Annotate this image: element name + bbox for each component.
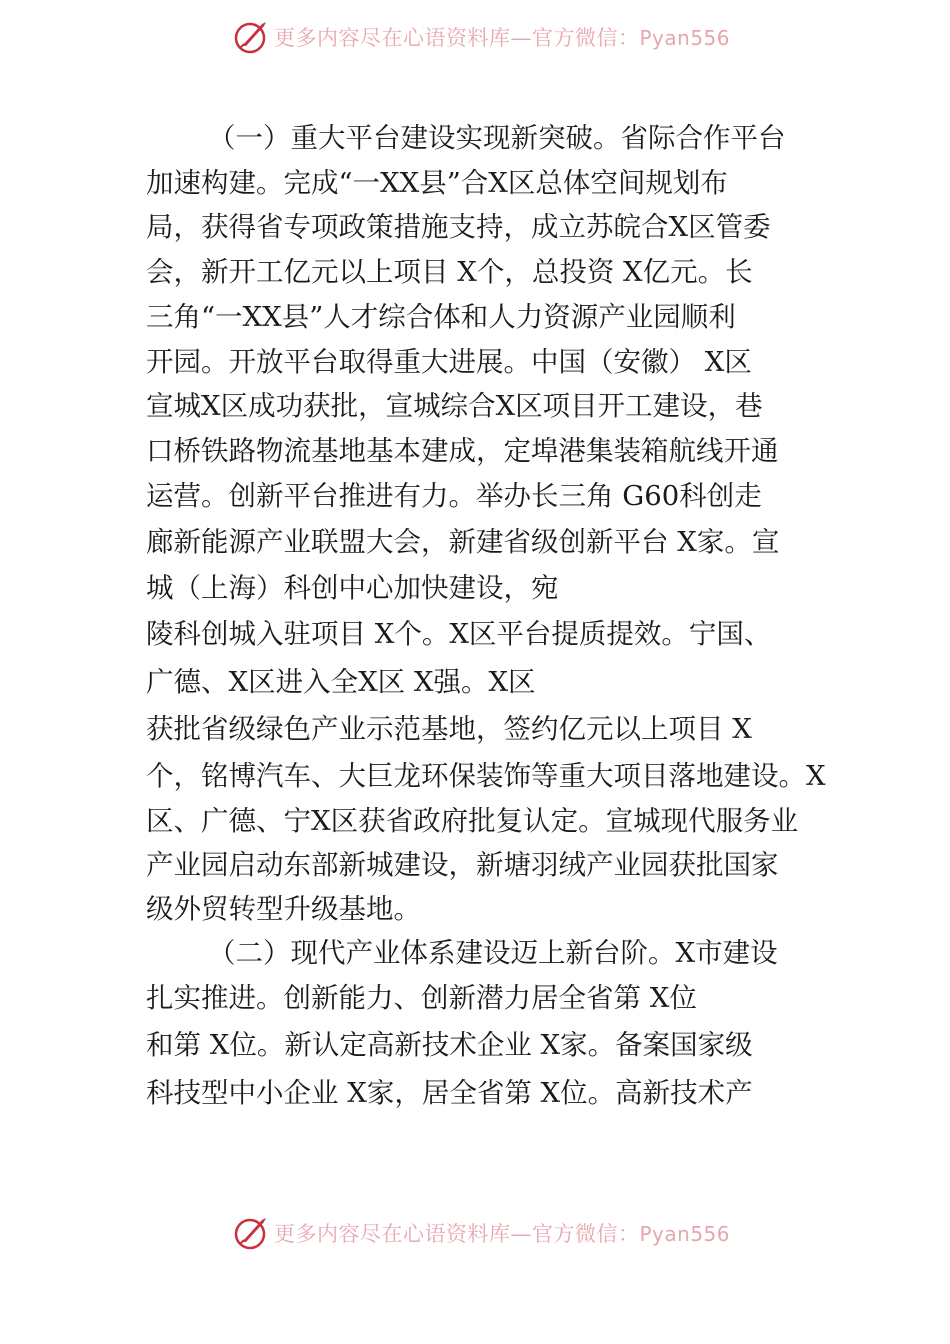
paragraph-line: 产业园启动东部新城建设，新塘羽绒产业园获批国家 [146,849,779,881]
paragraph-line: 开园。开放平台取得重大进展。中国（安徽） X区 [146,346,752,378]
watermark-text: 更多内容尽在心语资料库—官方微信：Pyan556 [274,1222,731,1246]
paragraph-line: 宣城X区成功获批，宣城综合X区项目开工建设，巷 [146,390,763,422]
paragraph-line: 获批省级绿色产业示范基地，签约亿元以上项目 X [146,713,752,745]
paragraph-line: 局，获得省专项政策措施支持，成立苏皖合X区管委 [146,211,771,243]
quill-logo-icon [232,16,272,56]
paragraph-line: （二）现代产业体系建设迈上新台阶。X市建设 [208,937,778,969]
paragraph-line: 和第 X位。新认定高新技术企业 X家。备案国家级 [146,1029,753,1061]
paragraph-line: 科技型中小企业 X家，居全省第 X位。高新技术产 [146,1077,753,1109]
paragraph-line: 陵科创城入驻项目 X个。X区平台提质提效。宁国、 [146,618,772,650]
paragraph-line: 级外贸转型升级基地。 [146,893,421,925]
paragraph-line: 廊新能源产业联盟大会，新建省级创新平台 X家。宣 [146,526,780,558]
paragraph-line: （一）重大平台建设实现新突破。省际合作平台 [208,122,786,154]
watermark-footer [0,1212,950,1252]
paragraph-line: 区、广德、宁X区获省政府批复认定。宣城现代服务业 [146,805,799,837]
paragraph-line: 口桥铁路物流基地基本建成，定埠港集装箱航线开通 [146,435,779,467]
watermark-header [0,16,950,56]
paragraph-line: 扎实推进。创新能力、创新潜力居全省第 X位 [146,982,697,1014]
paragraph-line: 城（上海）科创中心加快建设，宛 [146,572,559,604]
paragraph-line: 三角“一XX县”人才综合体和人力资源产业园顺利 [146,301,736,333]
paragraph-line: 个，铭博汽车、大巨龙环保装饰等重大项目落地建设。X [146,760,826,792]
paragraph-line: 加速构建。完成“一XX县”合X区总体空间规划布 [146,167,728,199]
paragraph-line: 运营。创新平台推进有力。举办长三角 G60科创走 [146,480,762,512]
quill-logo-icon [232,1212,272,1252]
paragraph-line: 会，新开工亿元以上项目 X个，总投资 X亿元。长 [146,256,753,288]
watermark-text: 更多内容尽在心语资料库—官方微信：Pyan556 [274,26,731,50]
paragraph-line: 广德、X区进入全X区 X强。X区 [146,666,536,698]
